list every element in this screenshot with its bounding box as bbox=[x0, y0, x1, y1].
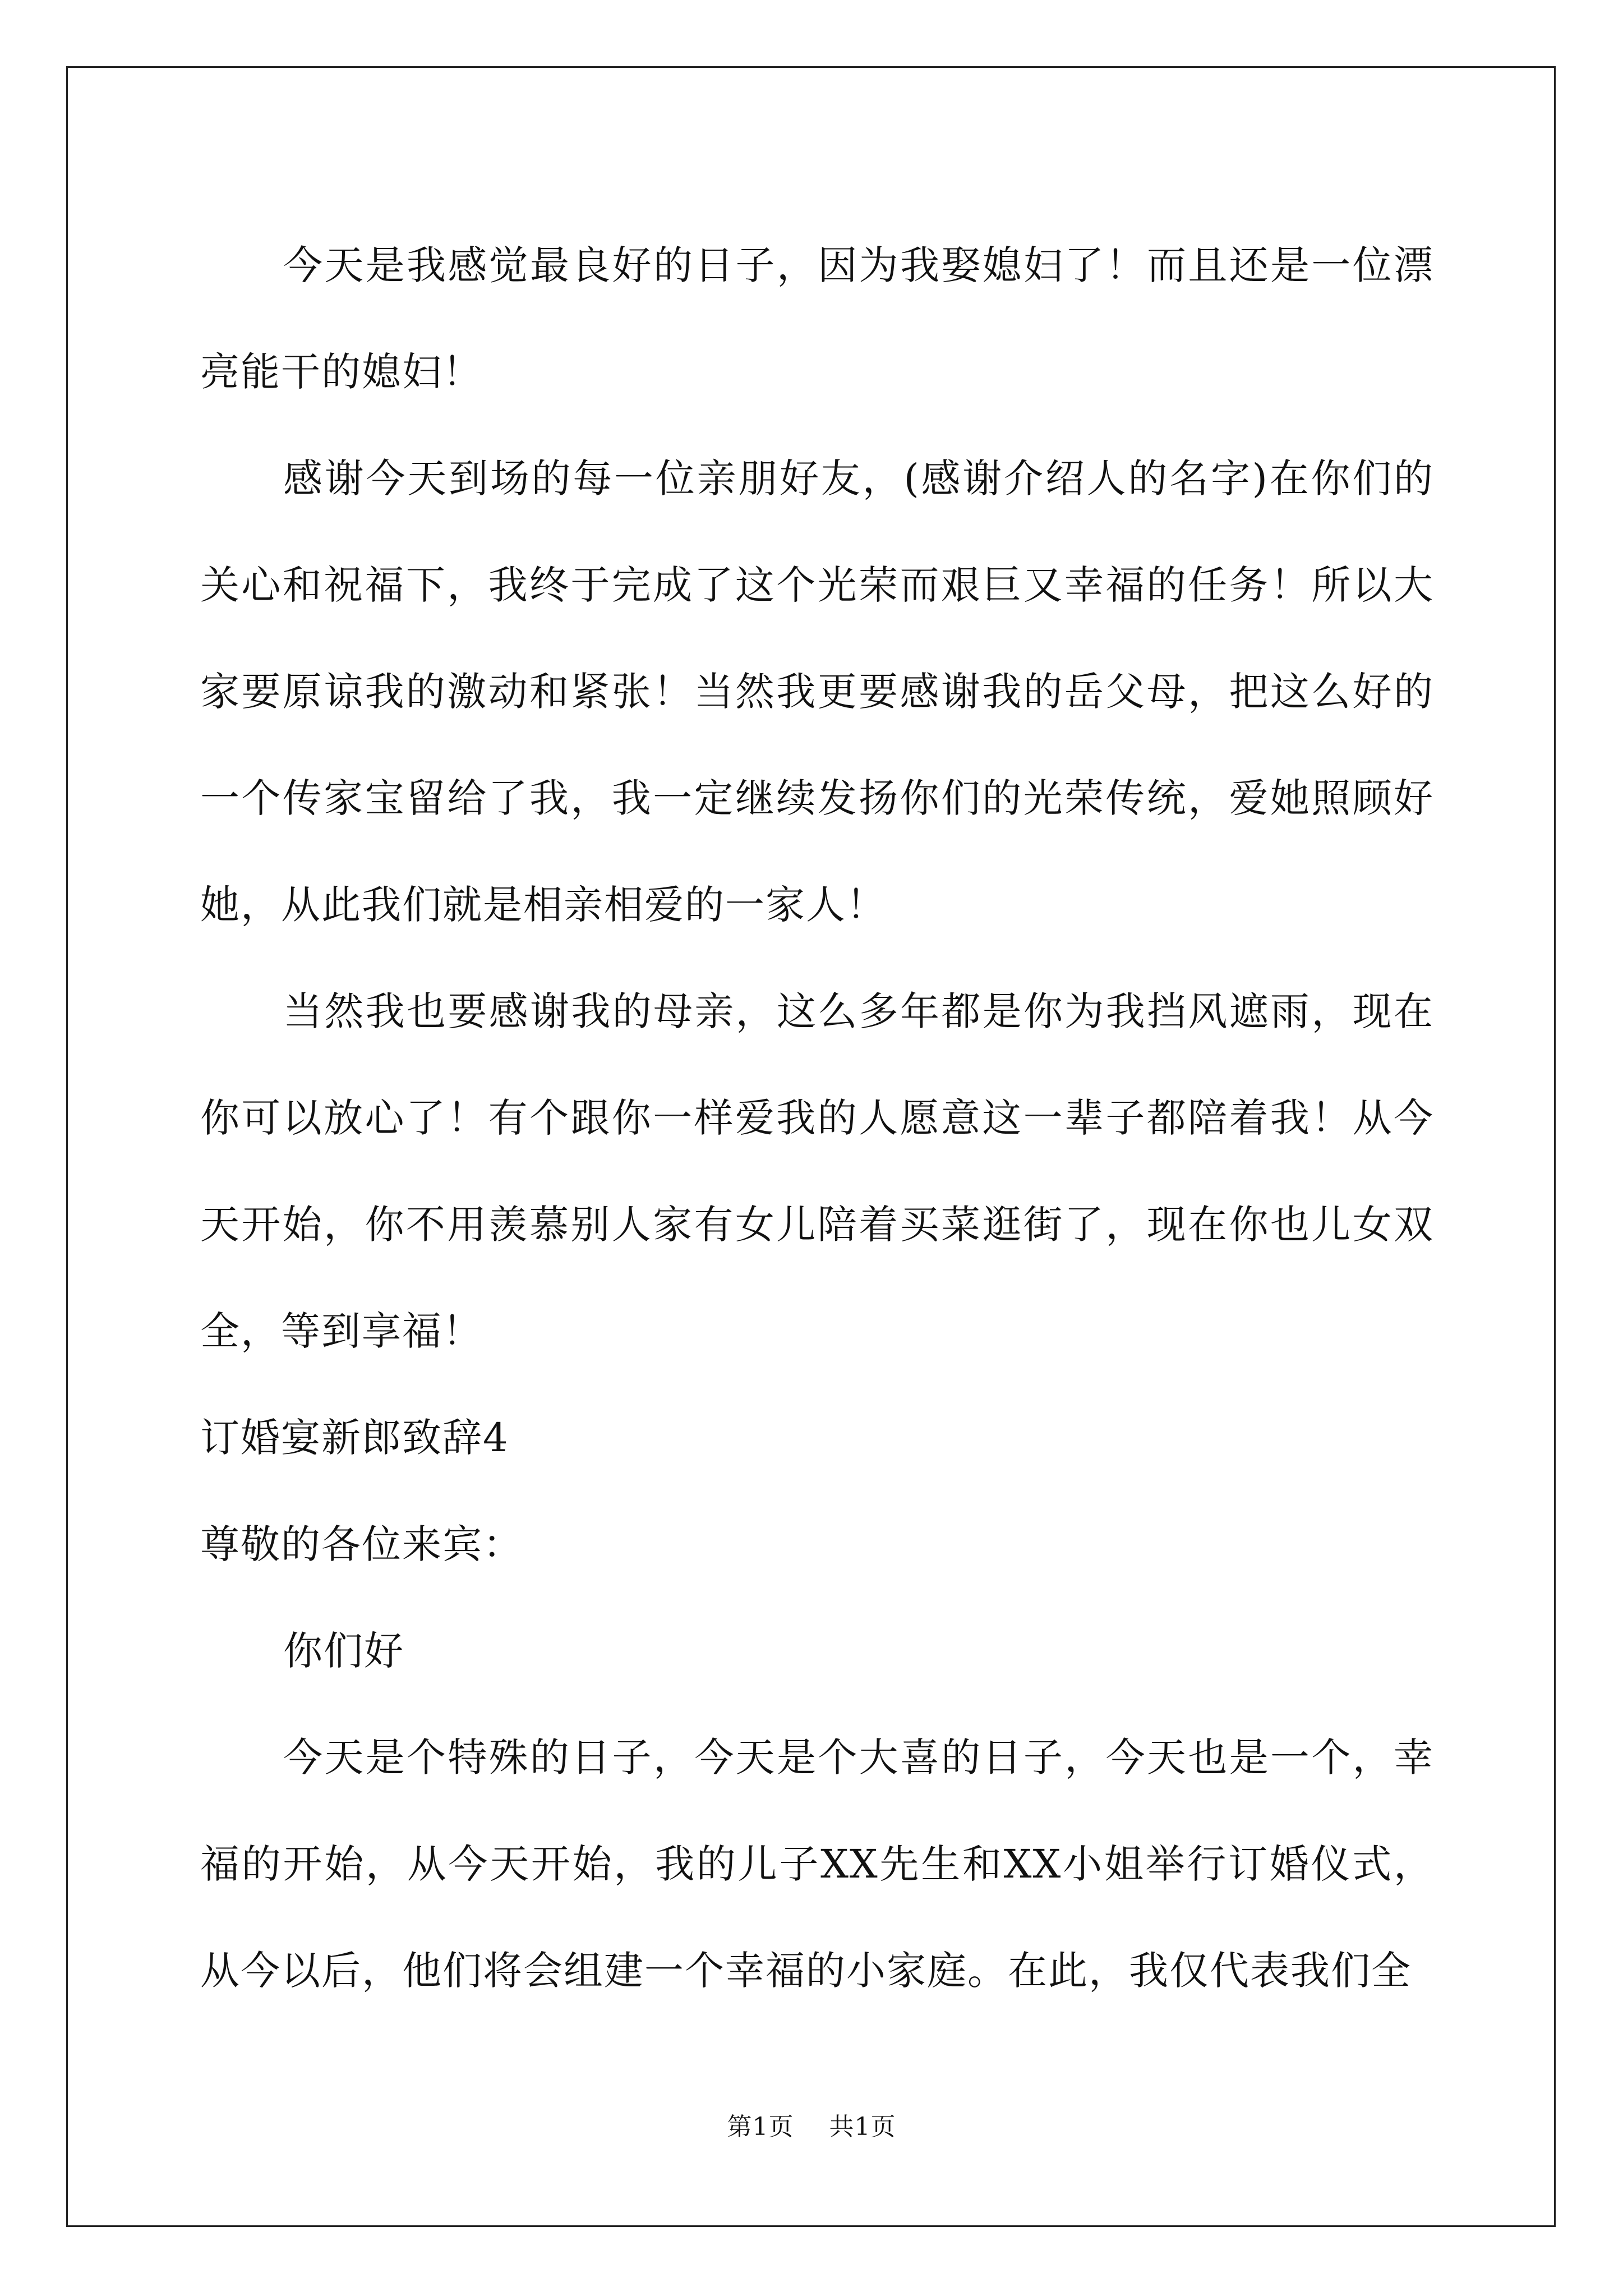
paragraph-4: 今天是个特殊的日子，今天是个大喜的日子，今天也是一个，幸福的开始，从今天开始，我的儿子XX先生和XX小姐举行订婚仪式，从今以后，他们将会组建一个幸福的小家庭。在此，我仅代表我们全 bbox=[200, 1734, 1434, 1994]
greeting: 你们好 bbox=[283, 1628, 404, 1674]
paragraph-1: 今天是我感觉最良好的日子，因为我娶媳妇了！而且还是一位漂亮能干的媳妇！ bbox=[200, 242, 1434, 395]
page-number-total: 共1页 bbox=[829, 2113, 896, 2141]
page-number-current: 第1页 bbox=[727, 2113, 794, 2141]
paragraph-2: 感谢今天到场的每一位亲朋好友，(感谢介绍人的名字)在你们的关心和祝福下，我终于完成了这个光荣而艰巨又幸福的任务！所以大家要原谅我的激动和紧张！当然我更要感谢我的岳父母，把这么好的一个传家宝留给了我，我一定继续发扬你们的光荣传统，爱她照顾好她，从此我们就是相亲相爱的一家人！ bbox=[200, 455, 1434, 928]
paragraph-3: 当然我也要感谢我的母亲，这么多年都是你为我挡风遮雨，现在你可以放心了！有个跟你一样爱我的人愿意这一辈子都陪着我！从今天开始，你不用羡慕别人家有女儿陪着买菜逛街了，现在你也儿女双全，等到享福！ bbox=[200, 988, 1434, 1354]
section-heading: 订婚宴新郎致辞4 bbox=[200, 1415, 509, 1461]
page-footer bbox=[0, 2106, 1623, 2142]
document-body bbox=[200, 212, 1434, 2024]
salutation: 尊敬的各位来宾： bbox=[200, 1521, 523, 1567]
